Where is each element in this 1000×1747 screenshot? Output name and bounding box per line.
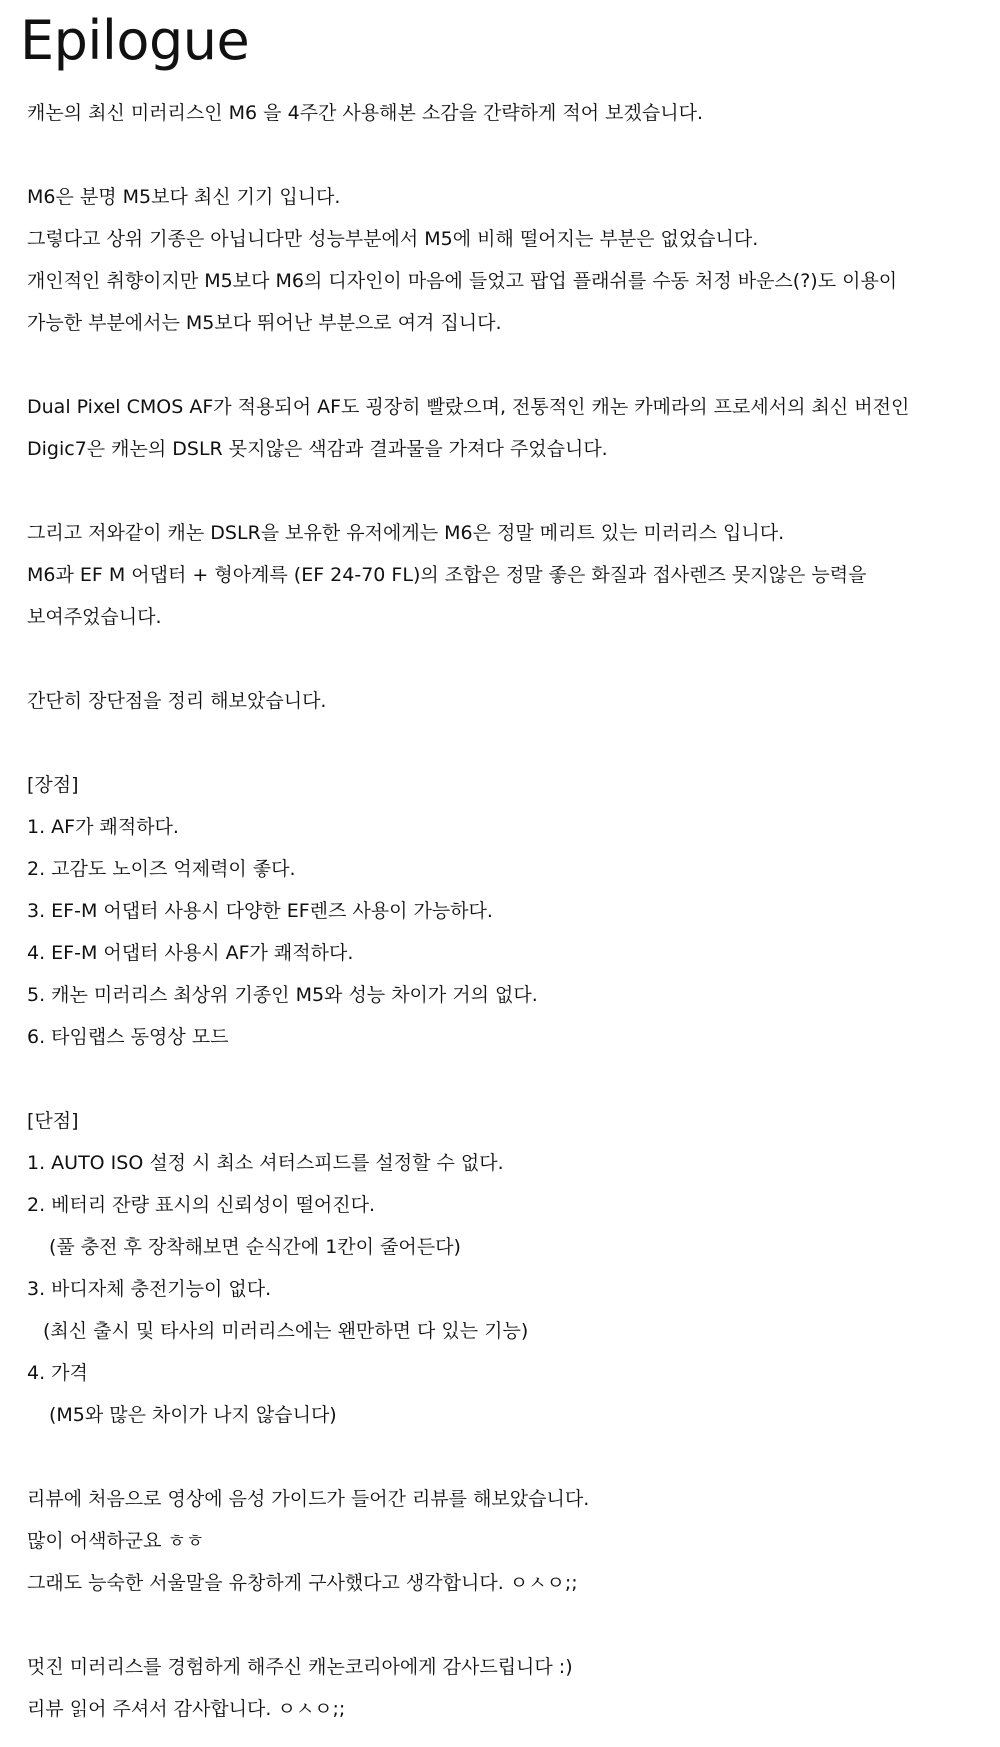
paragraph-line: 리뷰 읽어 주셔서 감사합니다. ㅇㅅㅇ;;: [27, 1698, 346, 1720]
paragraph-line: Dual Pixel CMOS AF가 적용되어 AF도 굉장히 빨랐으며, 전통적인 캐논 카메라의 프로세서의 최신 버전인: [27, 396, 910, 418]
cons-item: 1. AUTO ISO 설정 시 최소 셔터스피드를 설정할 수 없다.: [27, 1152, 504, 1174]
paragraph-line: 그렇다고 상위 기종은 아닙니다만 성능부분에서 M5에 비해 떨어지는 부분은 없었습니다.: [27, 228, 759, 250]
paragraph-line: 간단히 장단점을 정리 해보았습니다.: [27, 690, 327, 712]
page-title: Epilogue: [20, 9, 250, 72]
blank-line: [27, 134, 987, 176]
pros-item: 5. 캐논 미러리스 최상위 기종인 M5와 성능 차이가 거의 없다.: [27, 984, 538, 1006]
cons-item: 4. 가격: [27, 1362, 88, 1384]
paragraph-line: M6은 분명 M5보다 최신 기기 입니다.: [27, 186, 341, 208]
blank-line: [27, 1058, 987, 1100]
pros-item: 2. 고감도 노이즈 억제력이 좋다.: [27, 858, 296, 880]
pros-item: 4. EF-M 어댑터 사용시 AF가 쾌적하다.: [27, 942, 354, 964]
paragraph-line: Digic7은 캐논의 DSLR 못지않은 색감과 결과물을 가져다 주었습니다.: [27, 438, 608, 460]
cons-item-note: (풀 충전 후 장착해보면 순식간에 1칸이 줄어든다): [49, 1236, 461, 1258]
blank-line: [27, 722, 987, 764]
blank-line: [27, 344, 987, 386]
cons-heading: [단점]: [27, 1110, 79, 1132]
cons-item: 2. 베터리 잔량 표시의 신뢰성이 떨어진다.: [27, 1194, 376, 1216]
paragraph-line: 멋진 미러리스를 경험하게 해주신 캐논코리아에게 감사드립니다 :): [27, 1656, 573, 1678]
paragraph-line: 리뷰에 처음으로 영상에 음성 가이드가 들어간 리뷰를 해보았습니다.: [27, 1488, 590, 1510]
cons-item-note: (M5와 많은 차이가 나지 않습니다): [49, 1404, 337, 1426]
paragraph-line: 보여주었습니다.: [27, 606, 162, 628]
pros-item: 1. AF가 쾌적하다.: [27, 816, 179, 838]
paragraph-line: 그리고 저와같이 캐논 DSLR을 보유한 유저에게는 M6은 정말 메리트 있는 미러리스 입니다.: [27, 522, 785, 544]
pros-item: 3. EF-M 어댑터 사용시 다양한 EF렌즈 사용이 가능하다.: [27, 900, 493, 922]
blank-line: [27, 470, 987, 512]
paragraph-line: 캐논의 최신 미러리스인 M6 을 4주간 사용해본 소감을 간략하게 적어 보겠습니다.: [27, 102, 703, 124]
pros-heading: [장점]: [27, 774, 79, 796]
cons-item: 3. 바디자체 충전기능이 없다.: [27, 1278, 272, 1300]
paragraph-line: 개인적인 취향이지만 M5보다 M6의 디자인이 마음에 들었고 팝업 플래쉬를 수동 처정 바운스(?)도 이용이: [27, 270, 898, 292]
paragraph-line: 가능한 부분에서는 M5보다 뛰어난 부분으로 여겨 집니다.: [27, 312, 502, 334]
paragraph-line: 많이 어색하군요 ㅎㅎ: [27, 1530, 205, 1552]
blank-line: [27, 638, 987, 680]
paragraph-line: M6과 EF M 어댑터 + 형아계륵 (EF 24-70 FL)의 조합은 정말 좋은 화질과 접사렌즈 못지않은 능력을: [27, 564, 867, 586]
blank-line: [27, 1436, 987, 1478]
pros-item: 6. 타임랩스 동영상 모드: [27, 1026, 229, 1048]
paragraph-line: 그래도 능숙한 서울말을 유창하게 구사했다고 생각합니다. ㅇㅅㅇ;;: [27, 1572, 578, 1594]
cons-item-note: (최신 출시 및 타사의 미러리스에는 왠만하면 다 있는 기능): [43, 1320, 529, 1342]
epilogue-body: [27, 92, 987, 1730]
blank-line: [27, 1604, 987, 1646]
